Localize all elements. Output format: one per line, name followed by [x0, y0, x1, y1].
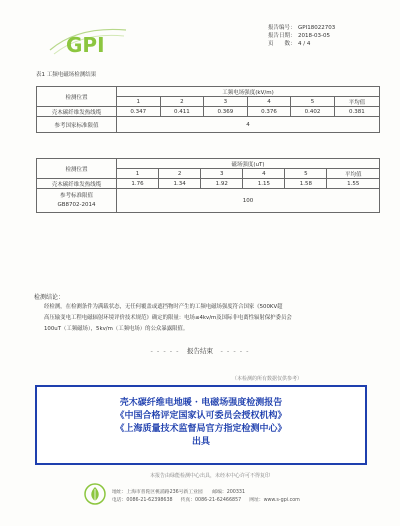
footer-contact [112, 489, 300, 505]
notice-top: （本检测的所有数据仅供参考） [232, 376, 303, 382]
footer-tel: 电话：0086-21-62398638 [112, 498, 173, 503]
issuer-box [35, 385, 367, 465]
footer-web: 网址：www.s-gpi.com [249, 498, 300, 503]
group-header: 工频电场强度(kV/m) [117, 87, 380, 97]
issuer-line-1: 壳木碳纤维电地暖 · 电磁场强度检测报告 [119, 398, 283, 408]
report-end: - - - - - 报告结束 - - - - - [150, 347, 250, 355]
issuer-line-3: 《上海质量技术监督局官方指定检测中心》 [115, 424, 287, 434]
electric-field-table [36, 86, 380, 133]
conclusion-heading: 检测结论： [34, 294, 65, 301]
report-meta: 报告编号： GPI18022703 报告日期： 2018-03-05 页 数： 4 / 4 [268, 25, 336, 47]
reference-value: 100 [117, 189, 380, 213]
table-row: 壳木碳纤维发热线缆 0.347 0.411 0.369 0.376 0.402 0.381 [37, 107, 380, 117]
report-number: GPI18022703 [298, 25, 336, 31]
footer-fax: 传真：0086-21-62466857 [180, 498, 242, 503]
row-name: 壳木碳纤维发热线缆 [37, 179, 117, 189]
footer-address: 地址：上海市普陀区桃浦路236号新工业园 邮编：200331 [112, 490, 246, 495]
reference-label: 参考标准限值 GB8702-2014 [37, 189, 117, 213]
reference-standard: GB8702-2014 [57, 201, 96, 208]
column-header-row: 1 2 3 4 5 平均值 [37, 169, 380, 179]
column-header-row: 1 2 3 4 5 平均值 [37, 97, 380, 107]
table-title: 表1 工频电磁场检测结果 [36, 72, 97, 78]
conclusion-text: 经检测，在检测条件为满载状态，无任何覆盖或遮挡物时产生的工频电磁场强度符合国家《500KV超 高压输变电工程电磁辐射环境评价技术规范》确定的限量：电场≤4kv/m及国际非电离性辐射保护委员会 100uT（工频磁场），5kv/m（工频电场）的公众暴露限值。 [44, 304, 292, 332]
row-name: 壳木碳纤维发热线缆 [37, 107, 117, 117]
issuer-line-2: 《中国合格评定国家认可委员会授权机构》 [115, 411, 287, 421]
location-header: 检测位置 [37, 87, 117, 107]
group-header: 磁场强度(uT) [117, 159, 380, 169]
table-row: 壳木碳纤维发热线缆 1.76 1.34 1.92 1.15 1.58 1.55 [37, 179, 380, 189]
reference-row [37, 189, 380, 213]
report-end-label: 报告结束 [187, 347, 213, 355]
reference-label: 参考国家标准限值 [37, 117, 117, 133]
page-count: 4 / 4 [298, 41, 311, 47]
location-header: 检测位置 [37, 159, 117, 179]
reference-row [37, 117, 380, 133]
magnetic-field-table [36, 158, 380, 213]
report-date: 2018-03-05 [298, 33, 330, 39]
logo-text: GPI [66, 33, 105, 57]
notice-bottom: 本报告由绿能检测中心出具，未经本中心许可不得复印 [150, 473, 271, 479]
reference-value: 4 [117, 117, 380, 133]
footer-logo-icon [84, 483, 106, 505]
issuer-line-4: 出具 [191, 437, 210, 447]
gpi-logo [48, 24, 128, 64]
